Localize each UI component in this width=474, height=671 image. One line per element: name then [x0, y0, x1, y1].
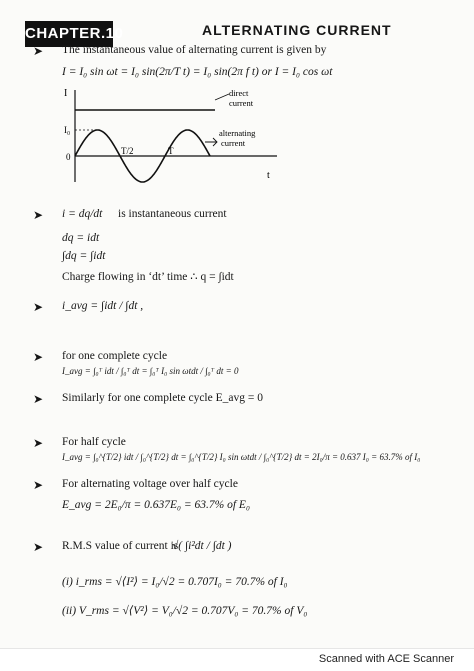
rms-current: (i) i_rms = √⟨I²⟩ = I₀/√2 = 0.707I₀ = 70.7% of I₀: [62, 576, 288, 588]
ac-arrow-icon: [205, 138, 217, 146]
rms-equation: √( ∫i²dt / ∫dt ): [172, 540, 232, 552]
similar-text: Similarly for one complete cycle E_avg = 0: [62, 392, 263, 404]
current-def-text: is instantaneous current: [118, 208, 227, 220]
bullet-icon: ➤: [33, 208, 44, 222]
half-cycle-text: For half cycle: [62, 436, 126, 448]
intro-text: The instantaneous value of alternating current is given by: [62, 44, 327, 56]
bullet-icon: ➤: [33, 436, 44, 450]
bullet-icon: ➤: [33, 300, 44, 314]
y-axis-label: I: [64, 88, 68, 99]
bullet-icon: ➤: [33, 392, 44, 406]
dq-line: dq = idt: [62, 232, 100, 244]
bullet-icon: ➤: [33, 540, 44, 554]
origin-label: 0: [66, 152, 71, 162]
bullet-icon: ➤: [33, 44, 44, 58]
avg-definition: i_avg = ∫idt / ∫dt ,: [62, 300, 144, 312]
complete-cycle-text: for one complete cycle: [62, 350, 168, 362]
dc-pointer: [215, 94, 229, 100]
alt-voltage-text: For alternating voltage over half cycle: [62, 478, 238, 490]
chapter-title: ALTERNATING CURRENT: [202, 22, 392, 38]
bullet-icon: ➤: [33, 478, 44, 492]
bullet-icon: ➤: [33, 350, 44, 364]
alt-voltage-equation: E_avg = 2E₀/π = 0.637E₀ = 63.7% of E₀: [62, 499, 250, 511]
integral-line: ∫dq = ∫idt: [62, 250, 106, 262]
peak-label: I₀: [64, 125, 71, 135]
charge-text: Charge flowing in ‘dt’ time ∴ q = ∫idt: [62, 271, 234, 283]
dc-label-1: direct: [229, 88, 249, 98]
current-def-lhs: i = dq/dt: [62, 208, 103, 220]
scanner-watermark: Scanned with ACE Scanner: [318, 653, 454, 665]
rms-text: R.M.S value of current is: [62, 540, 179, 552]
ac-dc-graph: [55, 86, 285, 186]
ac-label-2: current: [221, 138, 246, 148]
complete-cycle-equation: I_avg = ∫₀ᵀ idt / ∫₀ᵀ dt = ∫₀ᵀ I₀ sin ωtdt / ∫₀ᵀ dt = 0: [62, 366, 239, 376]
half-cycle-equation: I_avg = ∫₀^{T/2} idt / ∫₀^{T/2} dt = ∫₀^{T/2} I₀ sin ωtdt / ∫₀^{T/2} dt = 2I₀/π = 0.637 I₀ = 63.7% of I₀: [62, 452, 421, 462]
x-axis-label: t: [267, 170, 270, 181]
half-period-label: T/2: [121, 146, 134, 156]
period-label: T: [168, 146, 174, 156]
ac-label-1: alternating: [219, 128, 256, 138]
scanner-footer: [0, 648, 474, 671]
dc-label-2: current: [229, 98, 254, 108]
chapter-badge: CHAPTER.10: [25, 21, 113, 47]
rms-voltage: (ii) V_rms = √⟨V²⟩ = V₀/√2 = 0.707V₀ = 70.7% of V₀: [62, 605, 308, 617]
intro-formula: I = I₀ sin ωt = I₀ sin(2π/T t) = I₀ sin(2π f t) or I = I₀ cos ωt: [62, 66, 333, 78]
